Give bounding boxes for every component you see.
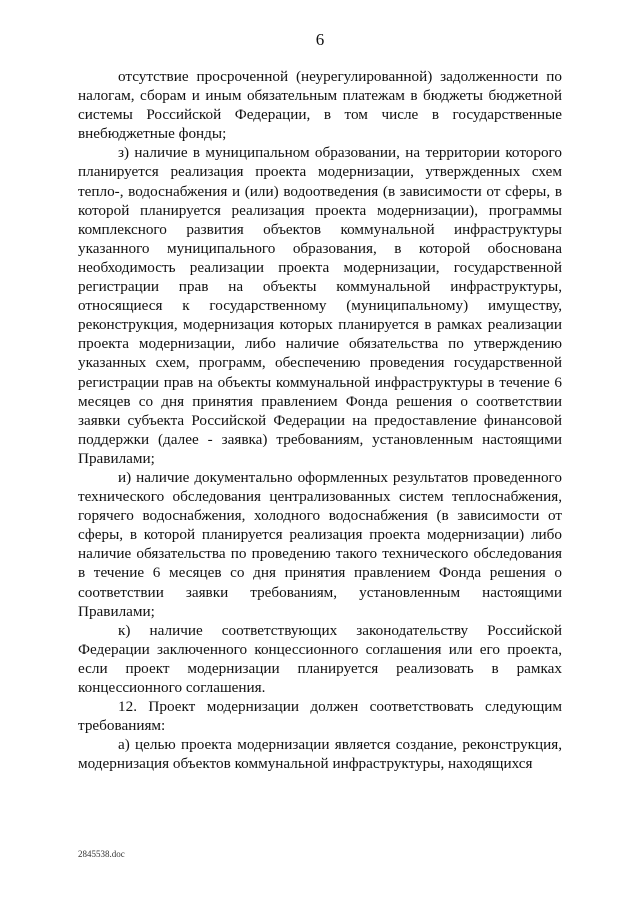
paragraph-item-i: и) наличие документально оформленных результатов проведенного технического обследования централизованных систем теплоснабжения, горячего водоснабжения, холодного водоснабжения (в зависимости от сферы, в которой планируется реализация проекта модернизации) либо наличие обязательства по проведению такого технического обследования в течение 6 месяцев со дня принятия правлением Фонда решения о соответствии заявки требованиям, установленным настоящими Правилами; — [78, 468, 562, 620]
paragraph-tax-arrears-condition: отсутствие просроченной (неурегулированной) задолженности по налогам, сборам и иным обязательным платежам в бюджеты бюджетной системы Российской Федерации, в том числе в государственные внебюджетные фонды; — [78, 68, 562, 143]
paragraph-item-k: к) наличие соответствующих законодательству Российской Федерации заключенного концессионного соглашения или его проекта, если проект модернизации планируется реализовать в рамках концессионного соглашения. — [78, 621, 562, 696]
paragraph-section-12: 12. Проект модернизации должен соответствовать следующим требованиям: — [78, 698, 562, 735]
document-body — [78, 67, 562, 773]
paragraph-item-z: з) наличие в муниципальном образовании, на территории которого планируется реализация проекта модернизации, утвержденных схем тепло-, водоснабжения и (или) водоотведения (в зависимости от сферы, в которой планируется реализация проекта модернизации), программы комплексного развития объектов коммунальной инфраструктуры указанного муниципального образования, в которой обоснована необходимость реализации проекта модернизации, государственной регистрации прав на объекты коммунальной инфраструктуры, относящиеся к государственному (муниципальному) имуществу, реконструкция, модернизация которых планируется в рамках реализации проекта модернизации, либо наличие обязательства по утверждению указанных схем, программ, обеспечению проведения государственной регистрации прав на объекты коммунальной инфраструктуры в течение 6 месяцев со дня принятия правлением Фонда решения о соответствии заявки субъекта Российской Федерации на предоставление финансовой поддержки (далее - заявка) требованиям, установленным настоящими Правилами; — [78, 144, 562, 467]
document-file-label: 2845538.doc — [78, 849, 125, 859]
paragraph-item-a: а) целью проекта модернизации является создание, реконструкция, модернизация объектов коммунальной инфраструктуры, находящихся — [78, 736, 562, 773]
page-number: 6 — [315, 30, 325, 49]
